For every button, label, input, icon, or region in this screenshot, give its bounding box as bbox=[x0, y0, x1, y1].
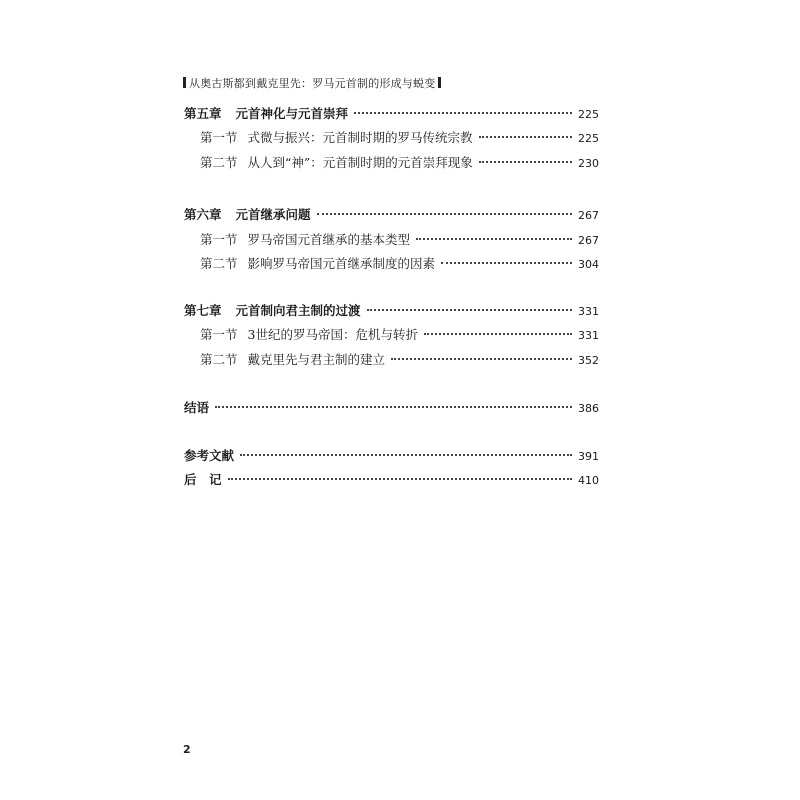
toc-entry-section bbox=[184, 153, 599, 173]
dot-leader bbox=[416, 238, 572, 240]
toc-entry-section bbox=[184, 254, 599, 274]
dot-leader bbox=[424, 333, 572, 335]
toc-entry-page: 230 bbox=[578, 157, 599, 170]
toc-entry-page: 331 bbox=[578, 329, 599, 342]
toc-entry-page: 267 bbox=[578, 209, 599, 222]
toc-entry-chapter-6 bbox=[184, 205, 599, 225]
toc-entry-number: 第一节 bbox=[200, 327, 238, 342]
toc-entry-title: 结语 bbox=[184, 400, 210, 415]
toc-entry-page: 386 bbox=[578, 402, 599, 415]
toc-entry-bibliography bbox=[184, 446, 599, 466]
toc-entry-number: 第五章 bbox=[184, 106, 222, 121]
toc-entry-title: 后 记 bbox=[184, 472, 222, 487]
dot-leader bbox=[479, 136, 572, 138]
toc-entry-chapter-5 bbox=[184, 104, 599, 124]
toc-entry-title: 元首神化与元首崇拜 bbox=[235, 106, 349, 121]
dot-leader bbox=[367, 309, 572, 311]
toc-entry-title: 从人到“神”：元首制时期的元首崇拜现象 bbox=[247, 155, 473, 170]
dot-leader bbox=[240, 454, 572, 456]
dot-leader bbox=[441, 262, 572, 264]
toc-entry-page: 410 bbox=[578, 474, 599, 487]
toc-entry-number: 第七章 bbox=[184, 303, 222, 318]
toc-entry-page: 331 bbox=[578, 305, 599, 318]
toc-entry-afterword bbox=[184, 470, 599, 490]
dot-leader bbox=[317, 213, 572, 215]
toc-entry-title: 戴克里先与君主制的建立 bbox=[247, 352, 386, 367]
toc-entry-page: 225 bbox=[578, 108, 599, 121]
header-left-bar bbox=[183, 77, 186, 88]
page-number: 2 bbox=[183, 743, 191, 756]
toc-entry-number: 第二节 bbox=[200, 155, 238, 170]
toc-entry-conclusion bbox=[184, 398, 599, 418]
toc-entry-page: 225 bbox=[578, 132, 599, 145]
toc-entry-number: 第一节 bbox=[200, 232, 238, 247]
toc-entry-number: 第二节 bbox=[200, 352, 238, 367]
toc-entry-number: 第一节 bbox=[200, 130, 238, 145]
toc-entry-title: 元首制向君主制的过渡 bbox=[235, 303, 361, 318]
toc-entry-section bbox=[184, 325, 599, 345]
toc-entry-page: 267 bbox=[578, 234, 599, 247]
header-right-bar bbox=[438, 77, 441, 88]
dot-leader bbox=[479, 161, 572, 163]
toc-entry-chapter-7 bbox=[184, 301, 599, 321]
toc-entry-title: 式微与振兴：元首制时期的罗马传统宗教 bbox=[247, 130, 473, 145]
toc-entry-number: 第二节 bbox=[200, 256, 238, 271]
toc-entry-title: 参考文献 bbox=[184, 448, 235, 463]
dot-leader bbox=[228, 478, 572, 480]
running-header bbox=[180, 76, 444, 92]
toc-entry-title: 3世纪的罗马帝国：危机与转折 bbox=[247, 327, 418, 342]
toc-entry-title: 影响罗马帝国元首继承制度的因素 bbox=[247, 256, 436, 271]
toc-entry-section bbox=[184, 128, 599, 148]
toc-entry-title: 罗马帝国元首继承的基本类型 bbox=[247, 232, 411, 247]
running-title: 从奥古斯都到戴克里先：罗马元首制的形成与蜕变 bbox=[189, 77, 436, 90]
toc-entry-page: 391 bbox=[578, 450, 599, 463]
dot-leader bbox=[215, 406, 572, 408]
toc-entry-section bbox=[184, 230, 599, 250]
dot-leader bbox=[354, 112, 572, 114]
toc-entry-section bbox=[184, 350, 599, 370]
toc-entry-page: 352 bbox=[578, 354, 599, 367]
toc-entry-number: 第六章 bbox=[184, 207, 222, 222]
toc-entry-page: 304 bbox=[578, 258, 599, 271]
dot-leader bbox=[391, 358, 572, 360]
toc-entry-title: 元首继承问题 bbox=[235, 207, 311, 222]
